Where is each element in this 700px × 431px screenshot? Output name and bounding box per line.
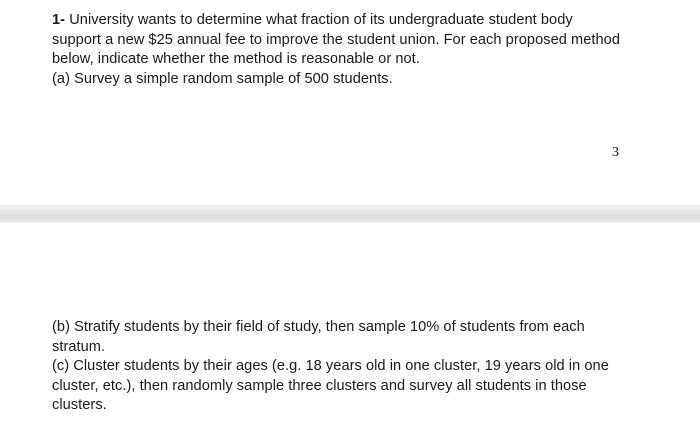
- part-b-text-1: (b) Stratify students by their field of study, then sample 10% of students from each: [52, 319, 585, 335]
- question-text-2: support a new $25 annual fee to improve the student union. For each proposed method: [52, 31, 621, 48]
- part-c-text-1: (c) Cluster students by their ages (e.g. 18 years old in one cluster, 19 years old in one: [52, 358, 609, 374]
- part-a-text: (a) Survey a simple random sample of 500 students.: [52, 70, 393, 87]
- question-number: 1-: [52, 12, 66, 28]
- part-b-text-2: stratum.: [52, 338, 106, 355]
- page-number: 3: [612, 145, 619, 160]
- page-bottom: [0, 223, 700, 431]
- question-text-1: University wants to determine what fraction of its undergraduate student body: [69, 12, 573, 28]
- question-parts: [52, 318, 652, 416]
- page-top: [0, 0, 700, 205]
- question-text-3: below, indicate whether the method is reasonable or not.: [52, 51, 420, 67]
- part-c-text-3: clusters.: [52, 397, 107, 413]
- part-c-text-2: cluster, etc.), then randomly sample three clusters and survey all students in those: [52, 377, 587, 394]
- question-line-1: [52, 11, 652, 31]
- page-separator: [0, 205, 700, 224]
- question-intro: [52, 11, 652, 89]
